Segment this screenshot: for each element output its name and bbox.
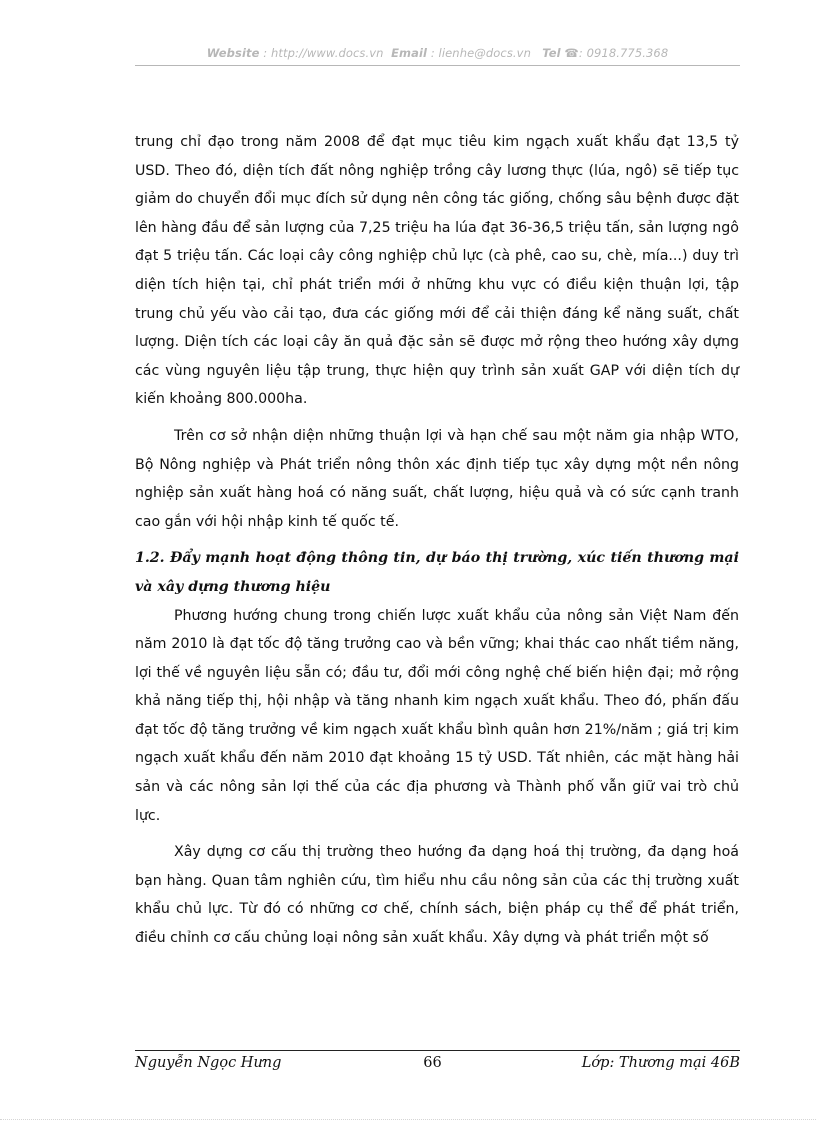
footer-class: Lớp: Thương mại 46B: [581, 1055, 740, 1071]
footer-divider: [135, 1050, 740, 1051]
header-divider: [135, 65, 740, 66]
email-label: Email: [391, 46, 428, 60]
paragraph-1: trung chỉ đạo trong năm 2008 để đạt mục tiêu kim ngạch xuất khẩu đạt 13,5 tỷ USD. Theo đó, diện tích đất nông nghiệp trồng cây lương thực (lúa, ngô) sẽ tiếp tục giảm do chuyển đổi mục đích sử dụng nên công tác giống, chống sâu bệnh được đặt lên hàng đầu để sản lượng của 7,25 triệu ha lúa đạt 36-36,5 triệu tấn, sản lượng ngô đạt 5 triệu tấn. Các loại cây công nghiệp chủ lực (cà phê, cao su, chè, mía...) duy trì diện tích hiện tại, chỉ phát triển mới ở những khu vực có điều kiện thuận lợi, tập trung chủ yếu vào cải tạo, đưa các giống mới để cải thiện đáng kể năng suất, chất lượng. Diện tích các loại cây ăn quả đặc sản sẽ được mở rộng theo hướng xây dựng các vùng nguyên liệu tập trung, thực hiện quy trình sản xuất GAP với diện tích dự kiến khoảng 800.000ha.: [135, 134, 739, 408]
page-body: [135, 128, 739, 953]
email-value: : lienhe@docs.vn: [430, 46, 531, 60]
section-heading: 1.2. Đẩy mạnh hoạt động thông tin, dự báo thị trường, xúc tiến thương mại và xây dựng thương hiệu: [135, 550, 739, 595]
page-header: [135, 46, 740, 60]
paragraph-4: Xây dựng cơ cấu thị trường theo hướng đa dạng hoá thị trường, đa dạng hoá bạn hàng. Quan tâm nghiên cứu, tìm hiểu nhu cầu nông sản của các thị trường xuất khẩu chủ lực. Từ đó có những cơ chế, chính sách, biện pháp cụ thể để phát triển, điều chỉnh cơ cấu chủng loại nông sản xuất khẩu. Xây dựng và phát triển một số: [135, 844, 739, 947]
paragraph-3: Phương hướng chung trong chiến lược xuất khẩu của nông sản Việt Nam đến năm 2010 là đạt tốc độ tăng trưởng cao và bền vững; khai thác cao nhất tiềm năng, lợi thế về nguyên liệu sẵn có; đầu tư, đổi mới công nghệ chế biến hiện đại; mở rộng khả năng tiếp thị, hội nhập và tăng nhanh kim ngạch xuất khẩu. Theo đó, phấn đấu đạt tốc độ tăng trưởng về kim ngạch xuất khẩu bình quân hơn 21%/năm ; giá trị kim ngạch xuất khẩu đến năm 2010 đạt khoảng 15 tỷ USD. Tất nhiên, các mặt hàng hải sản và các nông sản lợi thế của các địa phương và Thành phố vẫn giữ vai trò chủ lực.: [135, 607, 739, 824]
website-value: : http://www.docs.vn: [263, 46, 384, 60]
tel-value: ☎: 0918.775.368: [564, 46, 669, 60]
paragraph-2: Trên cơ sở nhận diện những thuận lợi và hạn chế sau một năm gia nhập WTO, Bộ Nông nghiệp và Phát triển nông thôn xác định tiếp tục xây dựng một nền nông nghiệp sản xuất hàng hoá có năng suất, chất lượng, hiệu quả và có sức cạnh tranh cao gắn với hội nhập kinh tế quốc tế.: [135, 427, 739, 530]
tel-label: Tel: [542, 46, 561, 60]
footer-author: Nguyễn Ngọc Hưng: [135, 1055, 282, 1071]
page-bottom-border: [0, 1119, 816, 1120]
website-label: Website: [206, 46, 260, 60]
page-number: 66: [423, 1055, 442, 1071]
